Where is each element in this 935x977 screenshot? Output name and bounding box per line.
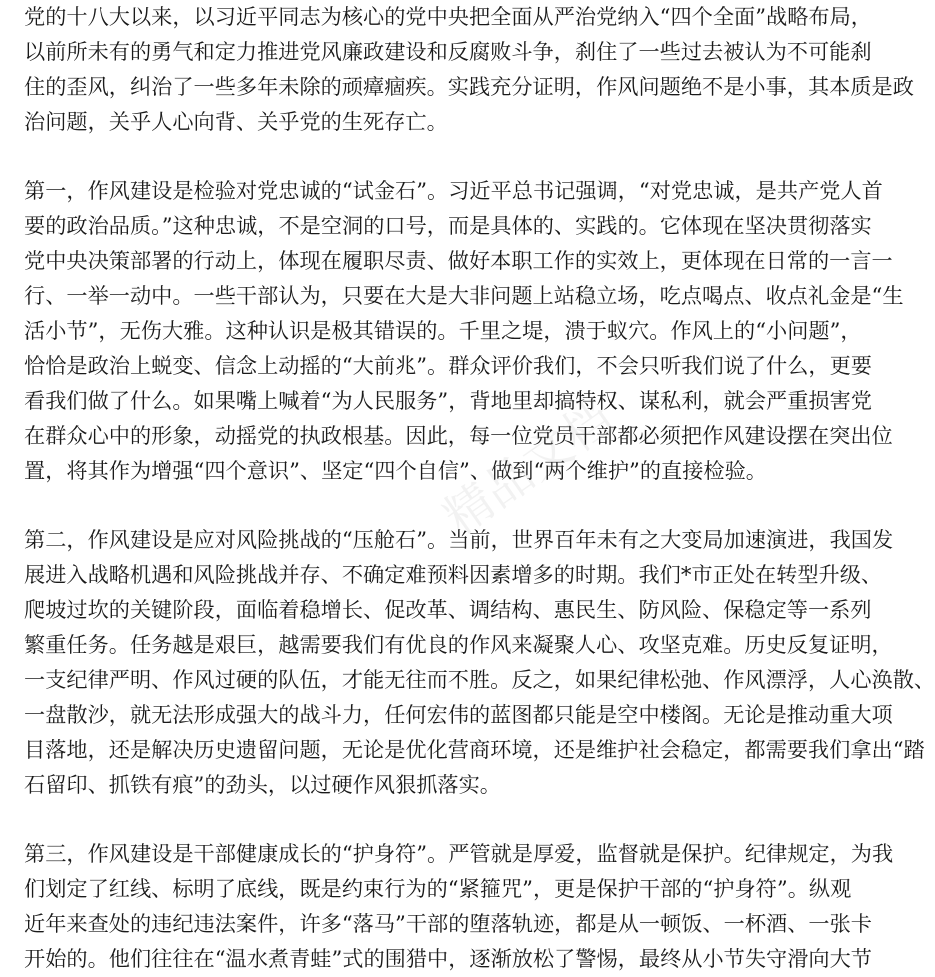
paragraph: [24, 837, 894, 977]
text-line: 近年来查处的违纪违法案件，许多“落马”干部的堕落轨迹，都是从一顿饭、一杯酒、一张卡: [24, 911, 872, 937]
paragraph: [24, 0, 914, 140]
text-line: 目落地，还是解决历史遗留问题，无论是优化营商环境，还是维护社会稳定，都需要我们拿出“踏: [24, 736, 925, 762]
text-line: 活小节”，无伤大雅。这种认识是极其错误的。千里之堤，溃于蚁穴。作风上的“小问题”，: [24, 318, 862, 344]
text-line: 党中央决策部署的行动上，体现在履职尽责、做好本职工作的实效上，更体现在日常的一言一: [24, 248, 893, 274]
watermark: 精品文档: [433, 390, 624, 547]
text-line: 要的政治品质。”这种忠诚，不是空洞的口号，而是具体的、实践的。它体现在坚决贯彻落实: [24, 213, 872, 239]
text-line: 开始的。他们往往在“温水煮青蛙”式的围猎中，逐渐放松了警惕，最终从小节失守滑向大节: [24, 946, 872, 972]
text-line: 一盘散沙，就无法形成强大的战斗力，任何宏伟的蓝图都只能是空中楼阁。无论是推动重大项: [24, 701, 893, 727]
paragraph: [24, 523, 935, 802]
text-line: 在群众心中的形象，动摇党的执政根基。因此，每一位党员干部都必须把作风建设摆在突出位: [24, 422, 893, 448]
text-line: 第三，作风建设是干部健康成长的“护身符”。严管就是厚爱，监督就是保护。纪律规定，为我: [24, 841, 894, 867]
paragraph: [24, 174, 904, 488]
text-line: 们划定了红线、标明了底线，既是约束行为的“紧箍咒”，更是保护干部的“护身符”。纵观: [24, 876, 852, 902]
text-line: 治问题，关乎人心向背、关乎党的生死存亡。: [24, 108, 448, 134]
paragraph-gap: [24, 488, 776, 523]
text-line: 住的歪风，纠治了一些多年未除的顽瘴痼疾。实践充分证明，作风问题绝不是小事，其本质是政: [24, 73, 914, 99]
text-line: 以前所未有的勇气和定力推进党风廉政建设和反腐败斗争，刹住了一些过去被认为不可能刹: [24, 38, 872, 64]
paragraph-gap: [24, 802, 776, 837]
text-line: 第二，作风建设是应对风险挑战的“压舱石”。当前，世界百年未有之大变局加速演进，我国发: [24, 527, 894, 553]
text-line: 第一，作风建设是检验对党忠诚的“试金石”。习近平总书记强调，“对党忠诚，是共产党人首: [24, 178, 883, 204]
text-line: 恰恰是政治上蜕变、信念上动摇的“大前兆”。群众评价我们，不会只听我们说了什么，更要: [24, 352, 872, 378]
text-line: 展进入战略机遇和风险挑战并存、不确定难预料因素增多的时期。我们*市正处在转型升级、: [24, 562, 883, 588]
text-line: 置，将其作为增强“四个意识”、坚定“四个自信”、做到“两个维护”的直接检验。: [24, 457, 767, 483]
text-line: 行、一举一动中。一些干部认为，只要在大是大非问题上站稳立场，吃点喝点、收点礼金是“生: [24, 283, 904, 309]
text-line: 爬坡过坎的关键阶段，面临着稳增长、促改革、调结构、惠民生、防风险、保稳定等一系列: [24, 597, 872, 623]
text-line: 繁重任务。任务越是艰巨，越需要我们有优良的作风来凝聚人心、攻坚克难。历史反复证明，: [24, 632, 893, 658]
text-line: 党的十八大以来，以习近平同志为核心的党中央把全面从严治党纳入“四个全面”战略布局，: [24, 4, 872, 29]
text-line: 一支纪律严明、作风过硬的队伍，才能无往而不胜。反之，如果纪律松弛、作风漂浮，人心涣散、: [24, 666, 935, 692]
text-line: 看我们做了什么。如果嘴上喊着“为人民服务”，背地里却搞特权、谋私利，就会严重损害党: [24, 387, 872, 413]
text-line: 石留印、抓铁有痕”的劲头，以过硬作风狠抓落实。: [24, 771, 501, 797]
paragraph-gap: [24, 140, 776, 175]
